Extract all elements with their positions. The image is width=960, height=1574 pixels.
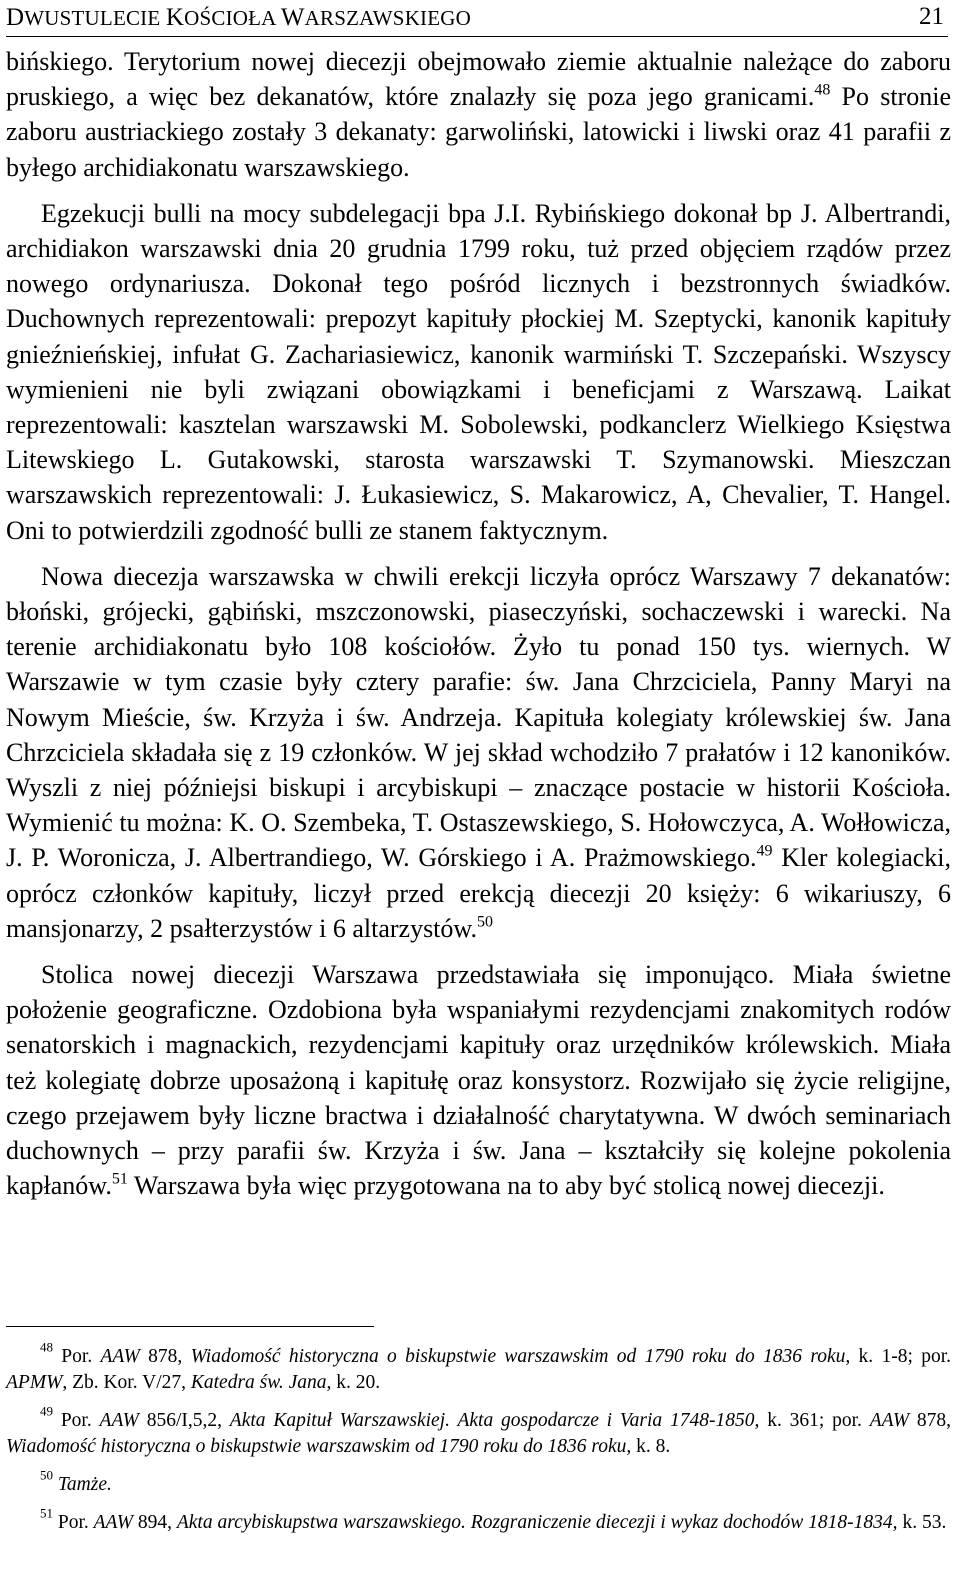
page-number: 21 [919, 3, 944, 30]
text-segment: Stolica nowej diecezji Warszawa przedstawiała się imponująco. Miała świetne położenie geograficzne. Ozdobiona była wspaniałymi rezydencjami znakomitych rodów senatorskich i magnackich, rezydencjami kapituły oraz urzędników królewskich. Miała też kolegiatę dobrze uposażoną i kapitułę oraz konsystorz. Rozwijało się życie religijne, czego przejawem były liczne bractwa i działalność charytatywna. W dwóch seminariach duchownych – przy parafii św. Krzyża i św. Jana – kształciły się kolejne pokolenia kapłanów. [6, 960, 951, 1201]
footnote-number: 51 [40, 1505, 53, 1521]
footnote-italic-segment: Katedra św. Jana, [190, 1372, 332, 1393]
running-header [6, 0, 948, 37]
footnote-text-segment: k. 1-8; por. [850, 1346, 951, 1367]
paragraph [6, 44, 951, 185]
footnote-text-segment: k. 8. [631, 1436, 671, 1457]
footnote-text-segment: k. 20. [331, 1372, 381, 1393]
footnote-text-segment: Por. [53, 1346, 101, 1367]
footnote-italic-segment: AAW [99, 1410, 139, 1431]
footnote-italic-segment: AAW [93, 1512, 133, 1533]
footnote-text-segment: 856/I,5,2, [138, 1410, 230, 1431]
header-title-part: WUSTULECIE [24, 6, 166, 30]
text-segment: Egzekucji bulli na mocy subdelegacji bpa J.I. Rybińskiego dokonał bp J. Albertrandi, archidiakon warszawski dnia 20 grudnia 1799 roku, tuż przed objęciem rządów przez nowego ordynariusza. Dokonał tego pośród licznych i bezstronnych świadków. Duchownych reprezentowali: prepozyt kapituły płockiej M. Szeptycki, kanonik kapituły gnieźnieńskiej, infułat G. Zachariasiewicz, kanonik warmiński T. Szczepański. Wszyscy wymienieni nie byli związani obowiązkami i beneficjami z Warszawą. Laikat reprezentowali: kasztelan warszawski M. Sobolewski, podkanclerz Wielkiego Księstwa Litewskiego L. Gutakowski, starosta warszawski T. Szymanowski. Mieszczan warszawskich reprezentowali: J. Łukasiewicz, S. Makarowicz, A, Chevalier, T. Hangel. Oni to potwierdzili zgodność bulli ze stanem faktycznym. [6, 198, 951, 545]
footnote-separator [6, 1326, 374, 1327]
running-header-title [6, 4, 471, 32]
header-title-part: W [280, 4, 305, 31]
footnote-ref: 49 [756, 843, 773, 861]
footnote-text-segment: Por. [53, 1512, 94, 1533]
footnote-italic-segment: Akta Kapituł Warszawskiej. Akta gospodarcze i Varia 1748-1850, [229, 1410, 760, 1431]
footnote-italic-segment: Wiadomość historyczna o biskupstwie warszawskim od 1790 roku do 1836 roku, [190, 1346, 851, 1367]
footnote [6, 1505, 951, 1536]
footnote [6, 1467, 951, 1498]
footnote-text-segment: 894, [132, 1512, 177, 1533]
header-title-part: ARSZAWSKIEGO [304, 6, 472, 30]
text-segment: Warszawa była więc przygotowana na to aby być stolicą nowej diecezji. [127, 1171, 885, 1201]
text-segment: Kler kolegiacki, oprócz członków kapituły, liczył przed erekcją diecezji 20 księży: 6 wikariuszy, 6 mansjonarzy, 2 psałterzystów i 6 altarzystów. [6, 843, 951, 943]
text-segment: Po stronie zaboru austriackiego zostały 3 dekanaty: garwoliński, latowicki i liwski oraz 41 parafii z byłego archidiakonatu warszawskiego. [6, 82, 951, 182]
footnote-ref: 48 [814, 81, 831, 99]
footnote [6, 1339, 951, 1396]
footnote-text-segment: Por. [53, 1410, 100, 1431]
footnote-number: 49 [40, 1403, 53, 1419]
footnote-text-segment: 878, [139, 1346, 191, 1367]
header-title-part: D [6, 4, 25, 31]
footnote [6, 1403, 952, 1460]
main-text [6, 44, 951, 1204]
text-segment: bińskiego. Terytorium nowej diecezji obejmowało ziemie aktualnie należące do zaboru pruskiego, a więc bez dekanatów, które znalazły się poza jego granicami. [6, 47, 951, 112]
footnote-text-segment: k. 361; por. [759, 1410, 870, 1431]
text-segment: Nowa diecezja warszawska w chwili erekcji liczyła oprócz Warszawy 7 dekanatów: błoński, grójecki, gąbiński, mszczonowski, piaseczyński, sochaczewski i warecki. Na terenie archidiakonatu było 108 kościołów. Żyło tu ponad 150 tys. wiernych. W Warszawie w tym czasie były cztery parafie: św. Jana Chrzciciela, Panny Maryi na Nowym Mieście, św. Krzyża i św. Andrzeja. Kapituła kolegiaty królewskiej św. Jana Chrzciciela składała się z 19 członków. W jej skład wchodziło 7 prałatów i 12 kanoników. Wyszli z niej późniejsi biskupi i arcybiskupi – znaczące postacie w historii Kościoła. Wymienić tu można: K. O. Szembeka, T. Ostaszewskiego, S. Hołowczyca, A. Wołłowicza, J. P. Woronicza, J. Albertrandiego, W. Górskiego i A. Prażmowskiego. [6, 561, 951, 873]
footnote-text-segment: k. 53. [897, 1512, 947, 1533]
paragraph [6, 957, 951, 1203]
header-title-part: K [165, 4, 185, 31]
footnote-italic-segment: Wiadomość historyczna o biskupstwie warszawskim od 1790 roku do 1836 roku, [6, 1436, 632, 1457]
footnote-italic-segment: AAW [869, 1410, 910, 1431]
footnote-number: 48 [40, 1339, 53, 1355]
header-title-part: OŚCIOŁA [184, 6, 281, 30]
footnote-italic-segment: APMW [6, 1372, 63, 1393]
footnote-number: 50 [40, 1467, 53, 1483]
footnote-italic-segment: Akta arcybiskupstwa warszawskiego. Rozgraniczenie diecezji i wykaz dochodów 1818-1834, [176, 1512, 898, 1533]
paragraph [6, 196, 951, 548]
footnote-italic-segment: Tamże. [57, 1474, 112, 1495]
footnote-ref: 50 [477, 913, 493, 931]
footnote-text-segment: 878, [909, 1410, 952, 1431]
paragraph [6, 559, 951, 946]
footnote-italic-segment: AAW [100, 1346, 140, 1367]
footnote-ref: 51 [111, 1170, 128, 1188]
footnote-text-segment: , Zb. Kor. V/27, [62, 1372, 191, 1393]
footnotes [6, 1339, 952, 1548]
